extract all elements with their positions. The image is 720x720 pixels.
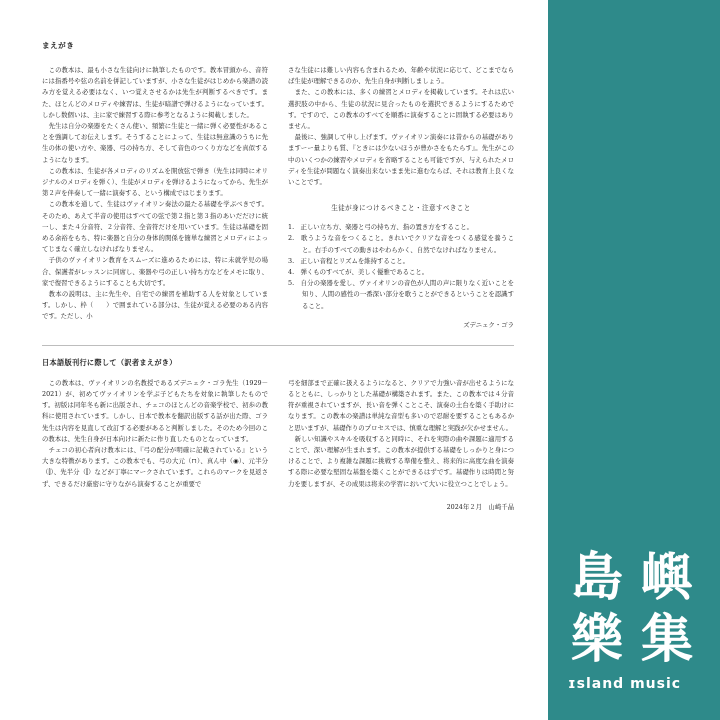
preface-paragraph: 最後に、強調して申し上げます。ヴァイオリン演奏には昔からの基礎がありますーー量よりも質、『ときには少ないほうが豊かさをもたらす』。先生がこの中のいくつかの練習やメロディを省略することも可能ですが、与えられたメロディを生徒が問題なく演奏出来ないまま先に進むならば、それは教育上良くないことです。 xyxy=(288,133,514,187)
translator-paragraph: 新しい知識やスキルを吸収すると同時に、それを実際の曲や課題に適用することで、深い理解が生まれます。この教本が提供する基礎をしっかりと身につけることで、より複雑な課題に挑戦する準備を整え、将来的に高度な曲を演奏する際に必要な堅固な基盤を築くことができるはずです。基礎作りは時間と努力を要しますが、その成果は将来の学習において大いに役立つことでしょう。 xyxy=(288,434,514,488)
logo-subtitle: ɪsland music xyxy=(568,676,682,692)
list-item: 5. 自分の楽器を愛し、ヴァイオリンの音色が人間の声に限りなく近いことを知り、人間の感性の一番深い部分を歌うことができるということを認識すること。 xyxy=(288,279,514,310)
section-divider xyxy=(42,345,514,346)
preface-paragraph: 子供のヴァイオリン教育をスムーズに進めるためには、特に未就学児の場合、保護者がレッスンに同席し、楽器や弓の正しい持ち方などをメモに取り、家で復習できるようにすることも大切です。 xyxy=(42,256,268,287)
preface-paragraph: さな生徒には難しい内容も含まれるため、年齢や状況に応じて、どこまでならば生徒が理解できるのか、先生自身が判断しましょう。 xyxy=(288,66,514,86)
preface-paragraph: この教本を通して、生徒はヴァイオリン奏法の最たる基礎を学ぶべきです。そのため、あえて半音の使用はすべての弦で第２指と第３指のあいだだけに統一し、また４分音符、２分音符、全音符だけを用いています。生徒は基礎を固める余裕をもち、特に楽器と自分の身体的関係を簡単な練習とメロディによってじまなく確立しなければなりません。 xyxy=(42,200,268,254)
logo-char: 集 xyxy=(640,610,693,670)
points-list xyxy=(288,222,514,312)
preface-paragraph: この教本は、最も小さな生徒向けに執筆したものです。教本冒頭から、音符には指番号や弦の名前を併記していますが、小さな生徒がはじめから楽譜の読み方を覚える必要はなく、いつ覚えさせるかは先生が判断するべきです。また、ほとんどのメロディや練習は、生徒が暗譜で弾けるようになっています。しかし数個いは、主に家で練習する際に参考となるように掲載しました。 xyxy=(42,66,268,119)
translator-paragraph: この教本は、ヴァイオリンの名教授であるズデニェク・ゴラ先生（1929－2021）が、初めてヴァイオリンを学ぶ子どもたちを対象に執筆したものです。初版は同年冬も新に出版され、チェコのほとんどの音楽学校で、初歩の教科に使用されています。しかし、日本で教本を翻訳出版する話が出た際、ゴラ先生は内容を見直して改訂する必要があると判断しました。そのため今回のこの教本は、先生自身が日本向けに新たに作り直したものとなっています。 xyxy=(42,378,268,443)
logo-characters xyxy=(564,548,720,670)
translator-paragraph: チェコの初心者向け教本には、『弓の配分が明確に記載されている』という大きな特徴があります。この教本でも、弓の大元（⊓）、真ん中（◉）、元半分（⫿）、先半分（⫿）などが丁寧にマークされています。これらのマークを見返さず、できるだけ厳密に守りながら演奏することが重要で xyxy=(42,446,268,488)
preface-paragraph: また、この教本には、多くの練習とメロディを掲載しています。それは広い選択肢の中から、生徒の状況に見合ったものを選択できるようにするためです。ですので、この教本のすべてを順番に演奏することに固執する必要はありません。 xyxy=(288,88,514,131)
list-item: 1. 正しい立ち方、楽器と弓の持ち方、指の置き方をすること。 xyxy=(288,223,474,232)
list-item: 2. 歌うような音をつくること。きれいでクリアな音をつくる感覚を養うこと。右手のすべての動きはやわらかく、自然でなければなりません。 xyxy=(288,234,514,254)
preface-paragraph: 教本の説明は、主に先生や、自宅での練習を補助する人を対象としています。しかし、枠（ ）で囲まれている部分は、生徒が覚える必要のある内容です。ただし、小 xyxy=(42,290,268,321)
list-item: 3. 正しい音程とリズムを維持すること。 xyxy=(288,256,409,265)
translator-paragraph: 弓を細部まで正確に扱えるようになると、クリアで力強い音が出せるようになるとともに、しっかりとした基礎が構築されます。また、この教本では４分音符が重視されていますが、長い音を弾くことこそ、演奏の土台を築く手助けになります。この教本の楽譜は単純な音型も多いので忍耐を要することもあるかと思いますが、基礎作りのプロセスでは、慎重な理解と実践が欠かせません。 xyxy=(288,378,514,432)
preface-paragraph: この教本は、生徒が各メロディのリズムを開放弦で弾き（先生は同時にオリジナルのメロディを弾く）、生徒がメロディを弾けるようになってから、先生が第２声を伴奏して一緒に演奏する、という構成ではじまります。 xyxy=(42,166,268,198)
logo-char: 樂 xyxy=(570,610,623,670)
preface-columns xyxy=(42,65,528,331)
points-heading: 生徒が身につけるべきこと・注意すべきこと xyxy=(331,204,471,213)
island-music-logo xyxy=(564,548,720,698)
translator-column-right xyxy=(288,378,514,511)
translator-title: 日本語版刊行に際して（訳者まえがき） xyxy=(42,357,177,367)
logo-char: 嶼 xyxy=(640,548,693,608)
preface-column-right xyxy=(288,65,514,331)
preface-column-left xyxy=(42,65,268,331)
logo-char: 島 xyxy=(570,548,623,608)
translator-column-left xyxy=(42,378,268,511)
translator-signature: 2024年２月 山崎千晶 xyxy=(446,502,514,511)
preface-title: まえがき xyxy=(42,41,75,50)
translator-columns xyxy=(42,378,528,511)
brand-sidebar xyxy=(548,0,720,720)
preface-signature: ズデニェク・ゴラ xyxy=(463,320,514,329)
preface-paragraph: 先生は自分の楽器をたくさん使い、頻繁に生徒と一緒に弾く必要性があることを強調してお伝えします。そうすることによって、生徒は無意識のうちに先生の体の使い方や、楽器、弓の持ち方、そして音色のつくり方などを真似するようになります。 xyxy=(42,122,268,164)
list-item: 4. 弾くものすべてが、美しく優雅であること。 xyxy=(288,268,429,277)
